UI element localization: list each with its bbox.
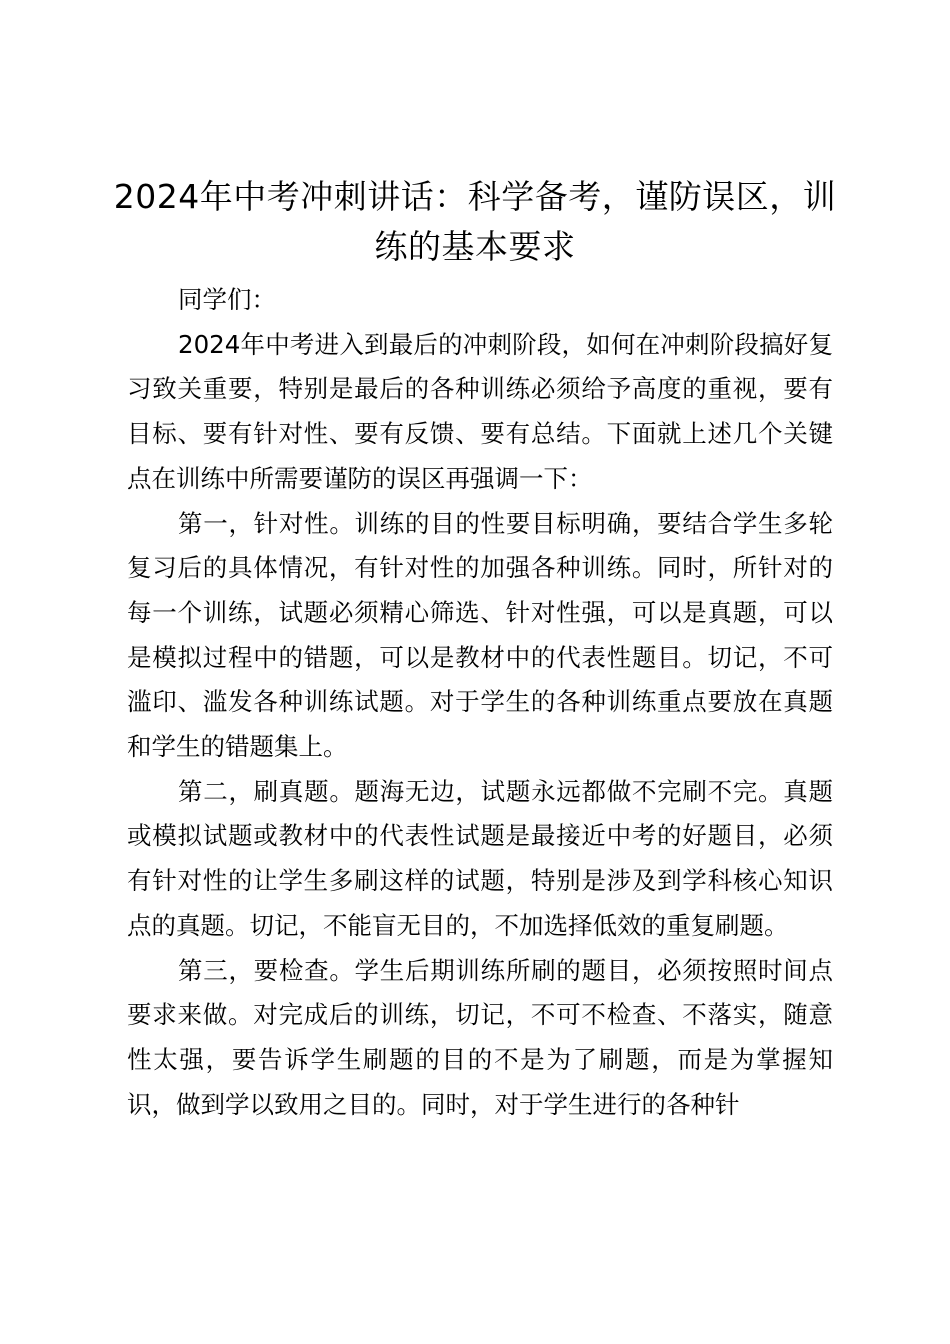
paragraph-intro: 2024年中考进入到最后的冲刺阶段，如何在冲刺阶段搞好复习致关重要，特别是最后的各种训练必须给予高度的重视，要有目标、要有针对性、要有反馈、要有总结。下面就上述几个关键点在训练中所需要谨防的误区再强调一下： (127, 329, 833, 493)
paragraph-first-point: 第一，针对性。训练的目的性要目标明确，要结合学生多轮复习后的具体情况，有针对性的加强各种训练。同时，所针对的每一个训练，试题必须精心筛选、针对性强，可以是真题，可以是模拟过程中的错题，可以是教材中的代表性题目。切记，不可滥印、滥发各种训练试题。对于学生的各种训练重点要放在真题和学生的错题集上。 (127, 508, 833, 762)
paragraph-second-point: 第二，刷真题。题海无边，试题永远都做不完刷不完。真题或模拟试题或教材中的代表性试题是最接近中考的好题目，必须有针对性的让学生多刷这样的试题，特别是涉及到学科核心知识点的真题。切记，不能盲无目的，不加选择低效的重复刷题。 (127, 776, 833, 940)
paragraph-third-point: 第三，要检查。学生后期训练所刷的题目，必须按照时间点要求来做。对完成后的训练，切记，不可不检查、不落实，随意性太强，要告诉学生刷题的目的不是为了刷题，而是为掌握知识，做到学以致用之目的。同时，对于学生进行的各种针 (127, 955, 833, 1119)
document-title: 2024年中考冲刺讲话：科学备考，谨防误区，训练的基本要求 (113, 177, 837, 266)
document-body (127, 278, 833, 1127)
salutation: 同学们： (178, 285, 276, 314)
